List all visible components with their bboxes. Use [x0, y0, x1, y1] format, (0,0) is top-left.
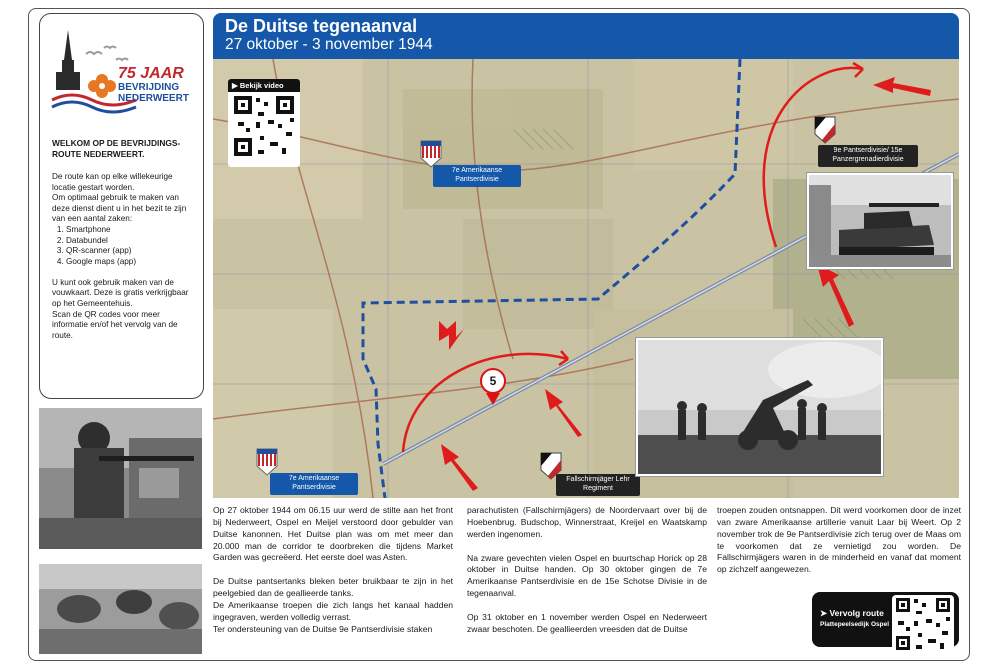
logo-line1: BEVRIJDING [118, 82, 180, 93]
next-route-qr-code-icon [892, 595, 954, 653]
story-paragraph: parachutisten (Fallschirmjägers) de Noordervaart over bij de Hoebenbrug. Budschop, Winnerstraat, Kreijel en Waatskamp werden ingenomen. [467, 505, 707, 539]
welcome-qr-info: Scan de QR codes voor meer informatie en/of het vervolg van de route. [52, 309, 178, 341]
welcome-title: WELKOM OP DE BEVRIJDINGS-ROUTE NEDERWEERT. [52, 138, 181, 159]
story-paragraph: Ter ondersteuning van de Duitse 9e Pantserdivisie staken [213, 623, 433, 634]
route-marker-pin-icon [486, 393, 500, 405]
story-paragraph: Na zware gevechten vielen Ospel en buurtschap Horick op 28 oktober in Duitse handen. Op 30 oktober gingen de 7e Amerikaanse Pantserdivisie en de 15e Schotse Divisie in de tegenaanval. [467, 552, 707, 599]
logo-years: 75 JAAR [118, 65, 184, 82]
page-subtitle-dates: 27 oktober - 3 november 1944 [225, 36, 433, 53]
us-flag-icon-top [420, 140, 442, 168]
photo-artillery [636, 338, 883, 476]
german-flag-icon-panzer [814, 116, 836, 144]
page-title: De Duitse tegenaanval [225, 16, 418, 36]
story-paragraph: De Amerikaanse troepen die zich langs het kanaal hadden ingegraven, werden volledig verrast. [213, 600, 453, 622]
video-label-text: Bekijk video [239, 81, 284, 90]
requirement-item: 2. Databundel [66, 236, 195, 247]
welcome-folder-info: U kunt ook gebruik maken van de vouwkaart. Deze is gratis verkrijgbaar op het Gemeentehuis. [52, 277, 189, 309]
photo-soldier-rifle [39, 408, 202, 549]
bevrijding-logo [46, 20, 196, 120]
story-column-3 [717, 505, 961, 588]
requirement-item: 4. Google maps (app) [66, 257, 195, 268]
story-paragraph: De Duitse pantsertanks bleken beter bruikbaar te zijn in het peelgebied dan de geallieerde tanks. [213, 576, 453, 599]
route-marker-5[interactable]: 5 [480, 368, 506, 394]
requirement-item: 1. Smartphone [66, 225, 195, 236]
video-qr-card[interactable] [228, 79, 300, 167]
navigation-arrow-icon: ➤ [820, 608, 830, 618]
welcome-text [52, 138, 195, 352]
next-route-card[interactable] [812, 592, 959, 647]
video-qr-code-icon [228, 92, 300, 164]
us-flag-icon-bottom [256, 448, 278, 476]
next-route-qr[interactable] [892, 595, 954, 653]
logo-line2: NEDERWEERT [118, 93, 189, 104]
unit-label-us-bottom: 7e Amerikaanse Pantserdivisie [270, 473, 358, 495]
welcome-intro-2: Om optimaal gebruik te maken van deze dienst dient u in het bezit te zijn van een aantal zaken: [52, 193, 187, 224]
requirements-list [52, 225, 195, 268]
next-route-title [820, 608, 884, 619]
unit-label-us-top: 7e Amerikaanse Pantserdivisie [433, 165, 521, 187]
next-route-label: Vervolg route [829, 608, 884, 618]
photo-soldiers-field [39, 564, 202, 654]
video-label: ▶ Bekijk video [228, 79, 300, 92]
requirement-item: 3. QR-scanner (app) [66, 246, 195, 257]
welcome-intro-1: De route kan op elke willekeurige locatie gestart worden. [52, 171, 173, 192]
story-paragraph: troepen zouden ontsnappen. Dit werd voorkomen door de inzet van zware Amerikaanse artillerie vanuit Laar bij Weert. Op 2 november trok de 9e Pantserdivisie zich terug over de Maas om te voorkomen dat ze vernietigd zou worden. De Fallschirmjägers waren in de minderheid en vanaf dat moment op zichzelf aangewezen. [717, 505, 961, 575]
photo-panther-tank [807, 173, 953, 269]
story-paragraph: Op 31 oktober en 1 november werden Ospel en Nederweert zwaar beschoten. De geallieerden vreesden dat de Duitse [467, 612, 707, 634]
story-paragraph: Op 27 oktober 1944 om 06.15 uur werd de stilte aan het front bij Nederweert, Ospel en Meijel verstoord door gebulder van Duitse kanonnen. Het Duitse plan was om met meer dan 20.000 man de corridor te doorbreken die tijdens Market Garden was gecreëerd. Het eerste doel was Asten. [213, 505, 453, 563]
unit-label-9e-panzer: 9e Pantserdivisie/ 15e Panzergrenadierdivisie [818, 145, 918, 167]
story-column-2 [467, 505, 707, 648]
unit-label-fallschirmjager: Fallschirmjäger Lehr Regiment [556, 474, 640, 496]
next-route-location: Plattepeelsedijk Ospel [820, 621, 890, 628]
story-column-1 [213, 505, 453, 648]
map-header [213, 13, 959, 59]
